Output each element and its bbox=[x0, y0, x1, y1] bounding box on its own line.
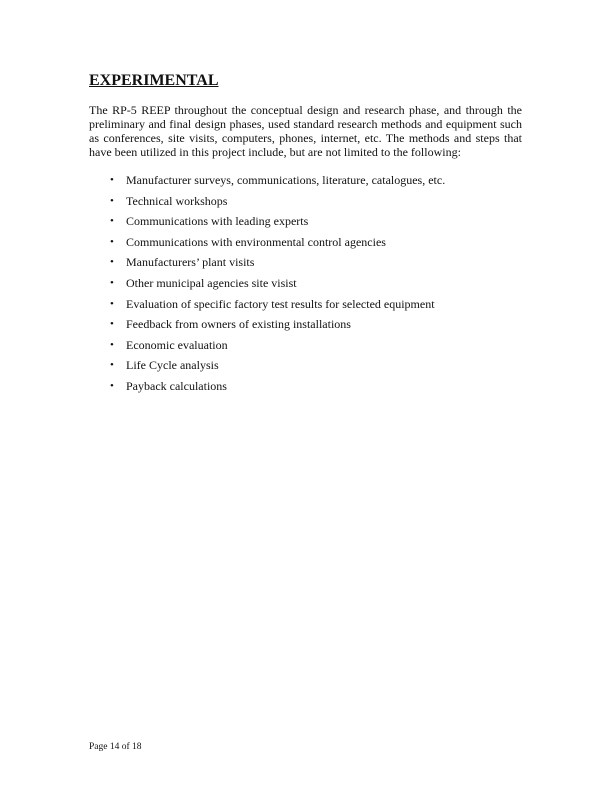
bullet-icon: • bbox=[110, 256, 114, 269]
bullet-icon: • bbox=[110, 215, 114, 228]
list-item bbox=[0, 255, 500, 269]
list-item bbox=[0, 317, 500, 331]
intro-paragraph: The RP-5 REEP throughout the conceptual design and research phase, and through the preliminary and final design phases, used standard research methods and equipment such as conferences, site visits, computers, phones, internet, etc. The methods and steps that have been utilized in this project include, but are not limited to the following: bbox=[89, 103, 522, 159]
list-item bbox=[0, 276, 500, 290]
list-item bbox=[0, 173, 500, 187]
list-item-text: Technical workshops bbox=[126, 193, 228, 208]
list-item bbox=[0, 358, 500, 372]
bullet-icon: • bbox=[110, 297, 114, 310]
list-item-text: Manufacturers’ plant visits bbox=[126, 255, 255, 270]
list-item-text: Communications with leading experts bbox=[126, 214, 309, 229]
list-item bbox=[0, 235, 500, 249]
list-item bbox=[0, 379, 500, 393]
page-footer: Page 14 of 18 bbox=[89, 742, 142, 752]
bullet-icon: • bbox=[110, 174, 114, 186]
list-item-text: Manufacturer surveys, communications, literature, catalogues, etc. bbox=[126, 173, 446, 187]
list-item bbox=[0, 297, 500, 311]
list-item bbox=[0, 214, 500, 228]
section-heading: EXPERIMENTAL bbox=[89, 72, 219, 89]
bullet-icon: • bbox=[110, 338, 114, 351]
bullet-icon: • bbox=[110, 194, 114, 207]
list-item-text: Evaluation of specific factory test results for selected equipment bbox=[126, 296, 435, 311]
list-item bbox=[0, 338, 500, 352]
bullet-icon: • bbox=[110, 235, 114, 248]
list-item bbox=[0, 194, 500, 208]
bullet-icon: • bbox=[110, 318, 114, 331]
list-item-text: Feedback from owners of existing installations bbox=[126, 317, 351, 332]
list-item-text: Communications with environmental control agencies bbox=[126, 234, 386, 249]
list-item-text: Payback calculations bbox=[126, 379, 227, 393]
list-item-text: Life Cycle analysis bbox=[126, 358, 219, 373]
bullet-icon: • bbox=[110, 277, 114, 289]
bullet-icon: • bbox=[110, 359, 114, 372]
bullet-icon: • bbox=[110, 380, 114, 392]
list-item-text: Other municipal agencies site visist bbox=[126, 276, 297, 290]
list-item-text: Economic evaluation bbox=[126, 337, 228, 352]
